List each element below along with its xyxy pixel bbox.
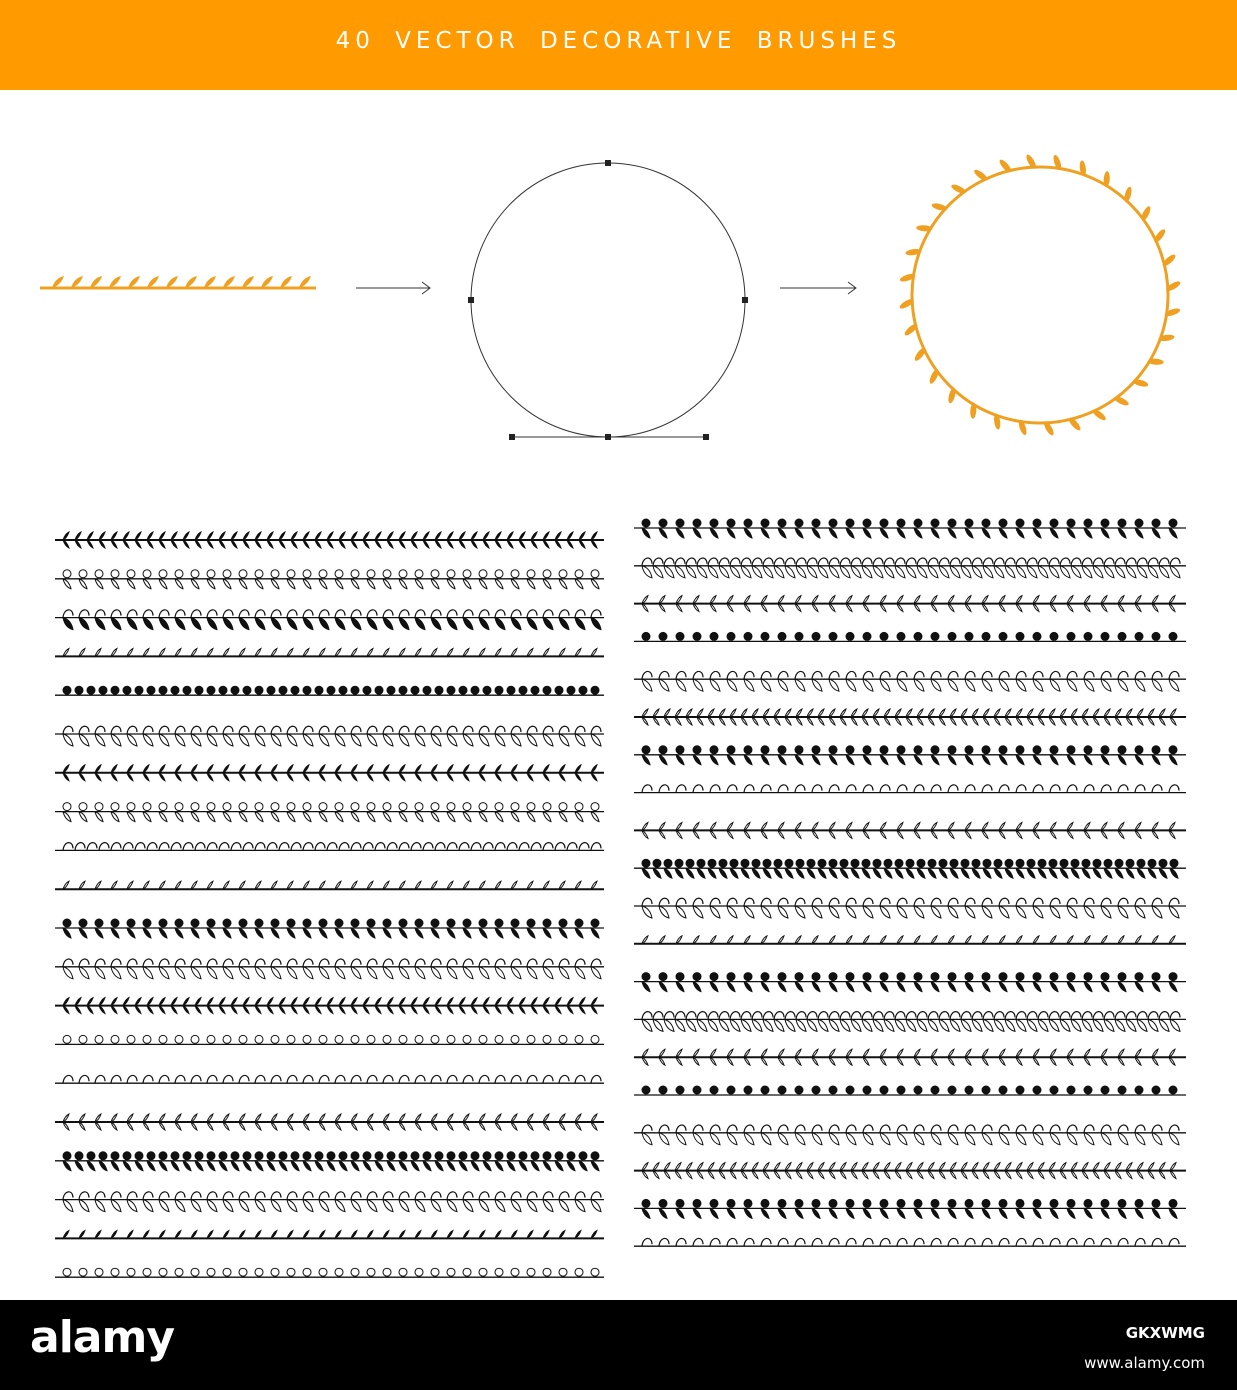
brush-sample [55,648,604,656]
stock-footer [0,1300,1237,1390]
brush-sample [634,596,1186,612]
brush-demo [0,90,1237,500]
brush-samples-grid [0,500,1237,1300]
brush-sample [634,519,1186,538]
handle-point-icon [703,434,709,440]
brush-sample [55,881,604,889]
brush-sample [55,803,604,822]
brush-sample [634,1238,1186,1246]
brush-sample [634,1199,1186,1218]
brush-sample [55,570,604,589]
brush-sample [55,1035,604,1044]
brush-sample [634,1163,1186,1179]
brush-sample [634,785,1186,793]
orange-brush-stroke [40,276,316,288]
brush-sample [634,973,1186,992]
brush-sample [634,1125,1186,1145]
brush-sample [55,1230,604,1238]
anchor-point-icon [605,434,611,440]
arrow-right-icon [780,282,856,294]
brush-sample [634,746,1186,765]
title-banner [0,0,1237,90]
brush-sample [55,919,604,938]
brush-sample [634,898,1186,918]
brush-sample [55,1114,604,1130]
brush-sample [55,1268,604,1277]
brush-sample [55,998,604,1014]
circle-path-with-anchors [468,160,748,440]
anchor-point-icon [742,297,748,303]
brush-sample [55,765,604,781]
banner-title: 40 VECTOR DECORATIVE BRUSHES [335,28,902,54]
brush-sample [55,1075,604,1083]
brush-sample [634,859,1186,878]
alamy-logo: alamy [30,1312,174,1363]
brush-demo-illustration [0,90,1237,500]
image-id: GKXWMG [1125,1324,1205,1342]
brush-sample [55,610,604,630]
brush-sample [634,558,1186,578]
anchor-point-icon [468,297,474,303]
brush-sample [634,1049,1186,1065]
handle-point-icon [509,434,515,440]
anchor-point-icon [605,160,611,166]
brush-sample [634,671,1186,691]
brush-sample [55,726,604,746]
arrow-right-icon [356,282,430,294]
site-url: www.alamy.com [1084,1354,1205,1372]
brush-sample [55,1152,604,1171]
brush-sample [55,532,604,548]
brush-sample [634,1086,1186,1095]
brush-sample [634,936,1186,944]
brush-sample [634,632,1186,641]
orange-wreath [898,153,1182,437]
brush-sample [634,1012,1186,1032]
brush-sample [55,686,604,695]
brush-samples [0,500,1237,1300]
brush-sample [55,959,604,979]
brush-sample [55,1192,604,1212]
brush-sample [634,709,1186,725]
brush-sample [634,822,1186,838]
brush-sample [55,843,604,851]
